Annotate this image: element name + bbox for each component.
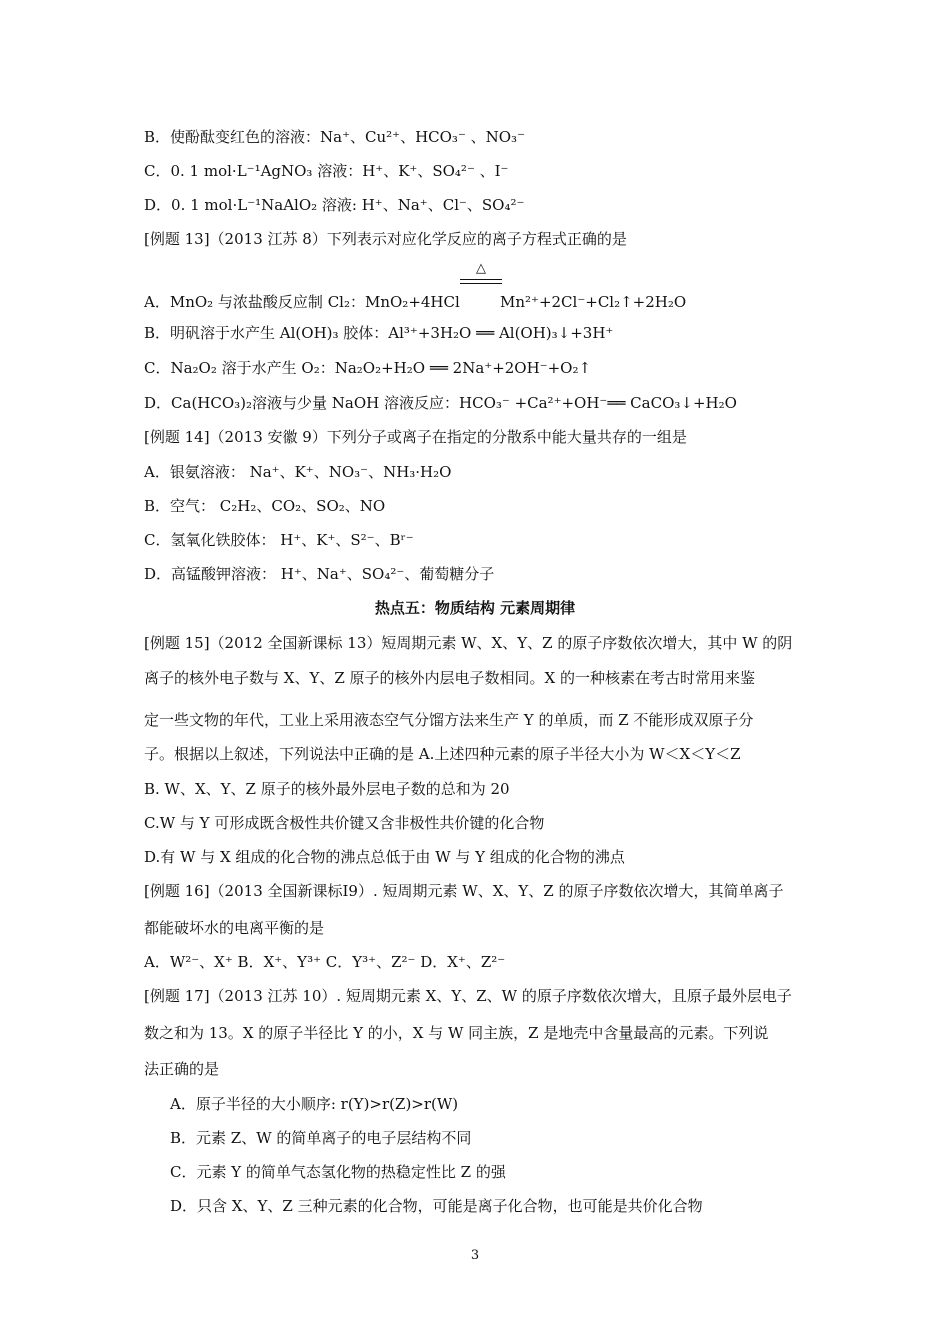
example-17-option-b: B．元素 Z、W 的简单离子的电子层结构不同 (170, 1129, 472, 1147)
example-17-line-3: 法正确的是 (144, 1060, 220, 1078)
example-15-line-4: 子。根据以上叙述，下列说法中正确的是 A.上述四种元素的原子半径大小为 W＜X＜Y＜Z (144, 745, 741, 763)
example-17-line-1: [例题 17]（2013 江苏 10）. 短周期元素 X、Y、Z、W 的原子序数依次增大，且原子最外层电子 (144, 987, 792, 1005)
example-15-line-1: [例题 15]（2012 全国新课标 13）短周期元素 W、X、Y、Z 的原子序数依次增大，其中 W 的阴 (144, 634, 793, 652)
example-13-option-a-left: A．MnO₂ 与浓盐酸反应制 Cl₂：MnO₂+4HCl (144, 293, 460, 311)
example-14-question: [例题 14]（2013 安徽 9）下列分子或离子在指定的分散系中能大量共存的一组是 (144, 428, 687, 446)
option-d-line: D．0. 1 mol·L⁻¹NaAlO₂ 溶液: H⁺、Na⁺、Cl⁻、SO₄²⁻ (144, 196, 525, 214)
example-16-line-2: 都能破坏水的电离平衡的是 (144, 919, 325, 937)
section-heading: 热点五：物质结构 元素周期律 (374, 599, 576, 617)
page-number: 3 (470, 1248, 480, 1263)
example-15-line-2: 离子的核外电子数与 X、Y、Z 原子的核外内层电子数相同。X 的一种核素在考古时常用来鉴 (144, 669, 755, 687)
option-b-line: B．使酚酞变红色的溶液：Na⁺、Cu²⁺、HCO₃⁻ 、NO₃⁻ (144, 128, 525, 146)
example-17-option-d: D．只含 X、Y、Z 三种元素的化合物，可能是离子化合物，也可能是共价化合物 (170, 1197, 703, 1215)
equation-bar-bottom (460, 283, 502, 284)
example-14-option-a: A．银氨溶液： Na⁺、K⁺、NO₃⁻、NH₃·H₂O (144, 463, 452, 481)
example-14-option-d: D．高锰酸钾溶液： H⁺、Na⁺、SO₄²⁻、葡萄糖分子 (144, 565, 495, 583)
heating-symbol: △ (476, 261, 486, 276)
example-17-line-2: 数之和为 13。X 的原子半径比 Y 的小，X 与 W 同主族，Z 是地壳中含量最高的元素。下列说 (144, 1024, 769, 1042)
example-13-option-d: D．Ca(HCO₃)₂溶液与少量 NaOH 溶液反应：HCO₃⁻ +Ca²⁺+OH⁻══ CaCO₃↓+H₂O (144, 394, 737, 412)
example-13-question: [例题 13]（2013 江苏 8）下列表示对应化学反应的离子方程式正确的是 (144, 230, 627, 248)
example-13-option-c: C．Na₂O₂ 溶于水产生 O₂：Na₂O₂+H₂O ══ 2Na⁺+2OH⁻+O₂↑ (144, 359, 592, 377)
example-15-option-d: D.有 W 与 X 组成的化合物的沸点总低于由 W 与 Y 组成的化合物的沸点 (144, 848, 625, 866)
example-15-line-3: 定一些文物的年代，工业上采用液态空气分馏方法来生产 Y 的单质，而 Z 不能形成双原子分 (144, 711, 754, 729)
example-16-line-1: [例题 16]（2013 全国新课标Ⅰ9）. 短周期元素 W、X、Y、Z 的原子序数依次增大，其简单离子 (144, 882, 784, 900)
option-c-line: C．0. 1 mol·L⁻¹AgNO₃ 溶液：H⁺、K⁺、SO₄²⁻ 、I⁻ (144, 162, 509, 180)
example-14-option-b: B．空气： C₂H₂、CO₂、SO₂、NO (144, 497, 386, 515)
example-14-option-c: C．氢氧化铁胶体： H⁺、K⁺、S²⁻、Bʳ⁻ (144, 531, 414, 549)
example-13-option-a-right: Mn²⁺+2Cl⁻+Cl₂↑+2H₂O (500, 293, 687, 311)
example-13-option-b: B．明矾溶于水产生 Al(OH)₃ 胶体：Al³⁺+3H₂O ══ Al(OH)₃↓+3H⁺ (144, 324, 614, 342)
example-17-option-c: C．元素 Y 的简单气态氢化物的热稳定性比 Z 的强 (170, 1163, 506, 1181)
equation-bar-top (460, 279, 502, 280)
example-17-option-a: A．原子半径的大小顺序: r(Y)>r(Z)>r(W) (170, 1095, 459, 1113)
example-15-option-c: C.W 与 Y 可形成既含极性共价键又含非极性共价键的化合物 (144, 814, 545, 832)
example-16-options: A．W²⁻、X⁺ B．X⁺、Y³⁺ C．Y³⁺、Z²⁻ D．X⁺、Z²⁻ (144, 953, 506, 971)
example-15-option-b: B. W、X、Y、Z 原子的核外最外层电子数的总和为 20 (144, 780, 510, 798)
